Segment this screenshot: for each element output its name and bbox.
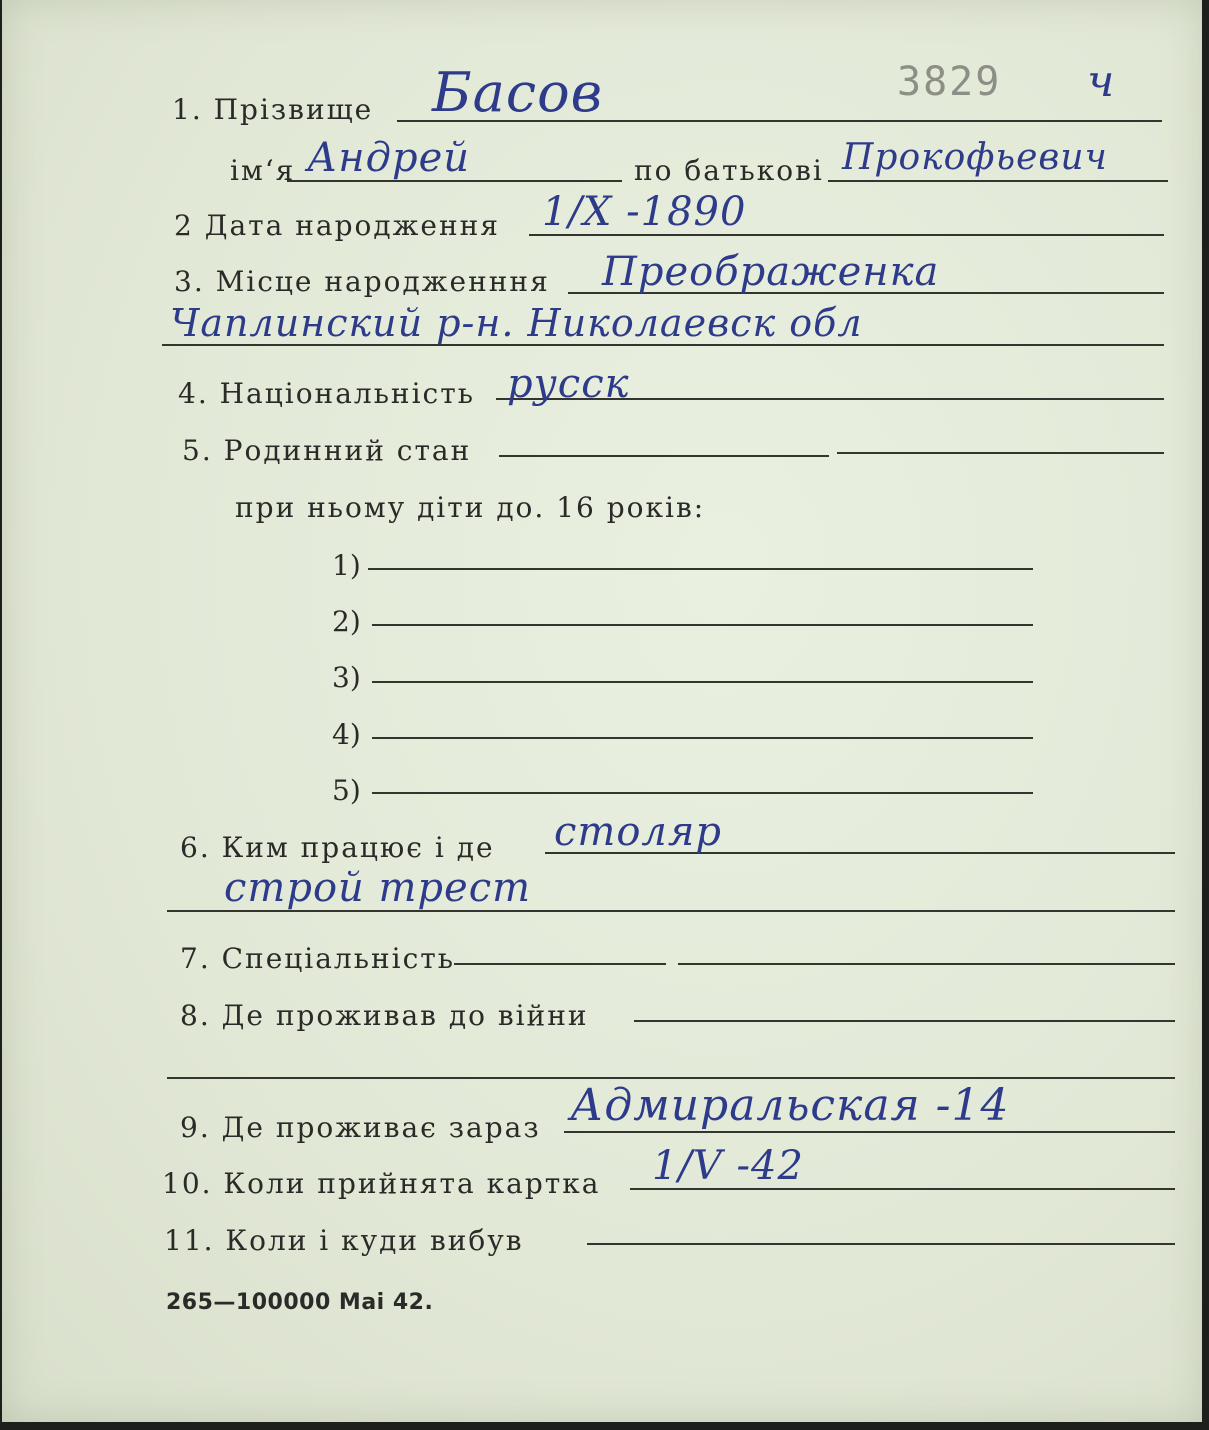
occupation-value-line2: строй трест [224, 865, 532, 911]
child-line-1 [368, 568, 1033, 570]
birth-place-value-line2: Чаплинский р-н. Николаевск обл [170, 301, 863, 345]
departure-label: 11. Коли і куди вибув [164, 1224, 524, 1257]
nationality-value: русск [507, 361, 630, 407]
print-code: 265—100000 Mai 42. [166, 1290, 434, 1315]
marital-status-label: 5. Родинний стан [182, 434, 472, 467]
current-residence-label: 9. Де проживає зараз [180, 1111, 541, 1144]
prewar-residence-label: 8. Де проживав до війни [180, 999, 589, 1032]
child-line-3 [372, 681, 1033, 683]
surname-value: Басов [432, 61, 604, 124]
birth-date-label: 2 Дата народження [174, 209, 500, 242]
departure-line [587, 1243, 1175, 1245]
current-residence-line [564, 1131, 1175, 1133]
birth-place-value-line1: Преображенка [602, 249, 940, 295]
specialty-label: 7. Спеціальність [180, 942, 455, 975]
occupation-value-line1: столяр [554, 809, 722, 855]
patronymic-label: по батькові [634, 154, 824, 187]
current-residence-value: Адмиральская -14 [570, 1080, 1010, 1131]
marital-status-line [499, 455, 829, 457]
child-line-2 [372, 624, 1033, 626]
birth-date-value: 1/X -1890 [542, 189, 747, 235]
child-item-1: 1) [332, 549, 361, 582]
specialty-line-2 [678, 963, 1175, 965]
first-name-value: Андрей [307, 135, 471, 181]
archive-number: 3829 [897, 59, 1002, 105]
card-accepted-label: 10. Коли прийнята картка [162, 1167, 601, 1200]
child-line-4 [372, 737, 1033, 739]
surname-label: 1. Прізвище [172, 93, 374, 126]
child-item-5: 5) [332, 774, 361, 807]
specialty-line [454, 963, 666, 965]
card-accepted-value: 1/V -42 [652, 1143, 804, 1189]
nationality-label: 4. Національність [178, 377, 475, 410]
archive-letter: ч [1087, 56, 1116, 107]
child-item-3: 3) [332, 661, 361, 694]
patronymic-line [828, 180, 1168, 182]
child-item-2: 2) [332, 605, 361, 638]
children-label: при ньому діти до. 16 років: [235, 491, 706, 524]
prewar-residence-line [634, 1020, 1175, 1022]
patronymic-value: Прокофьевич [842, 137, 1108, 178]
occupation-label: 6. Ким працює і де [180, 831, 495, 864]
prewar-residence-line-2 [167, 1077, 1175, 1079]
registration-card [2, 0, 1202, 1422]
child-line-5 [372, 792, 1033, 794]
marital-status-line-2 [837, 452, 1164, 454]
first-name-label: ім‘я [230, 154, 296, 187]
birth-place-label: 3. Місце народженння [174, 265, 550, 298]
child-item-4: 4) [332, 718, 361, 751]
